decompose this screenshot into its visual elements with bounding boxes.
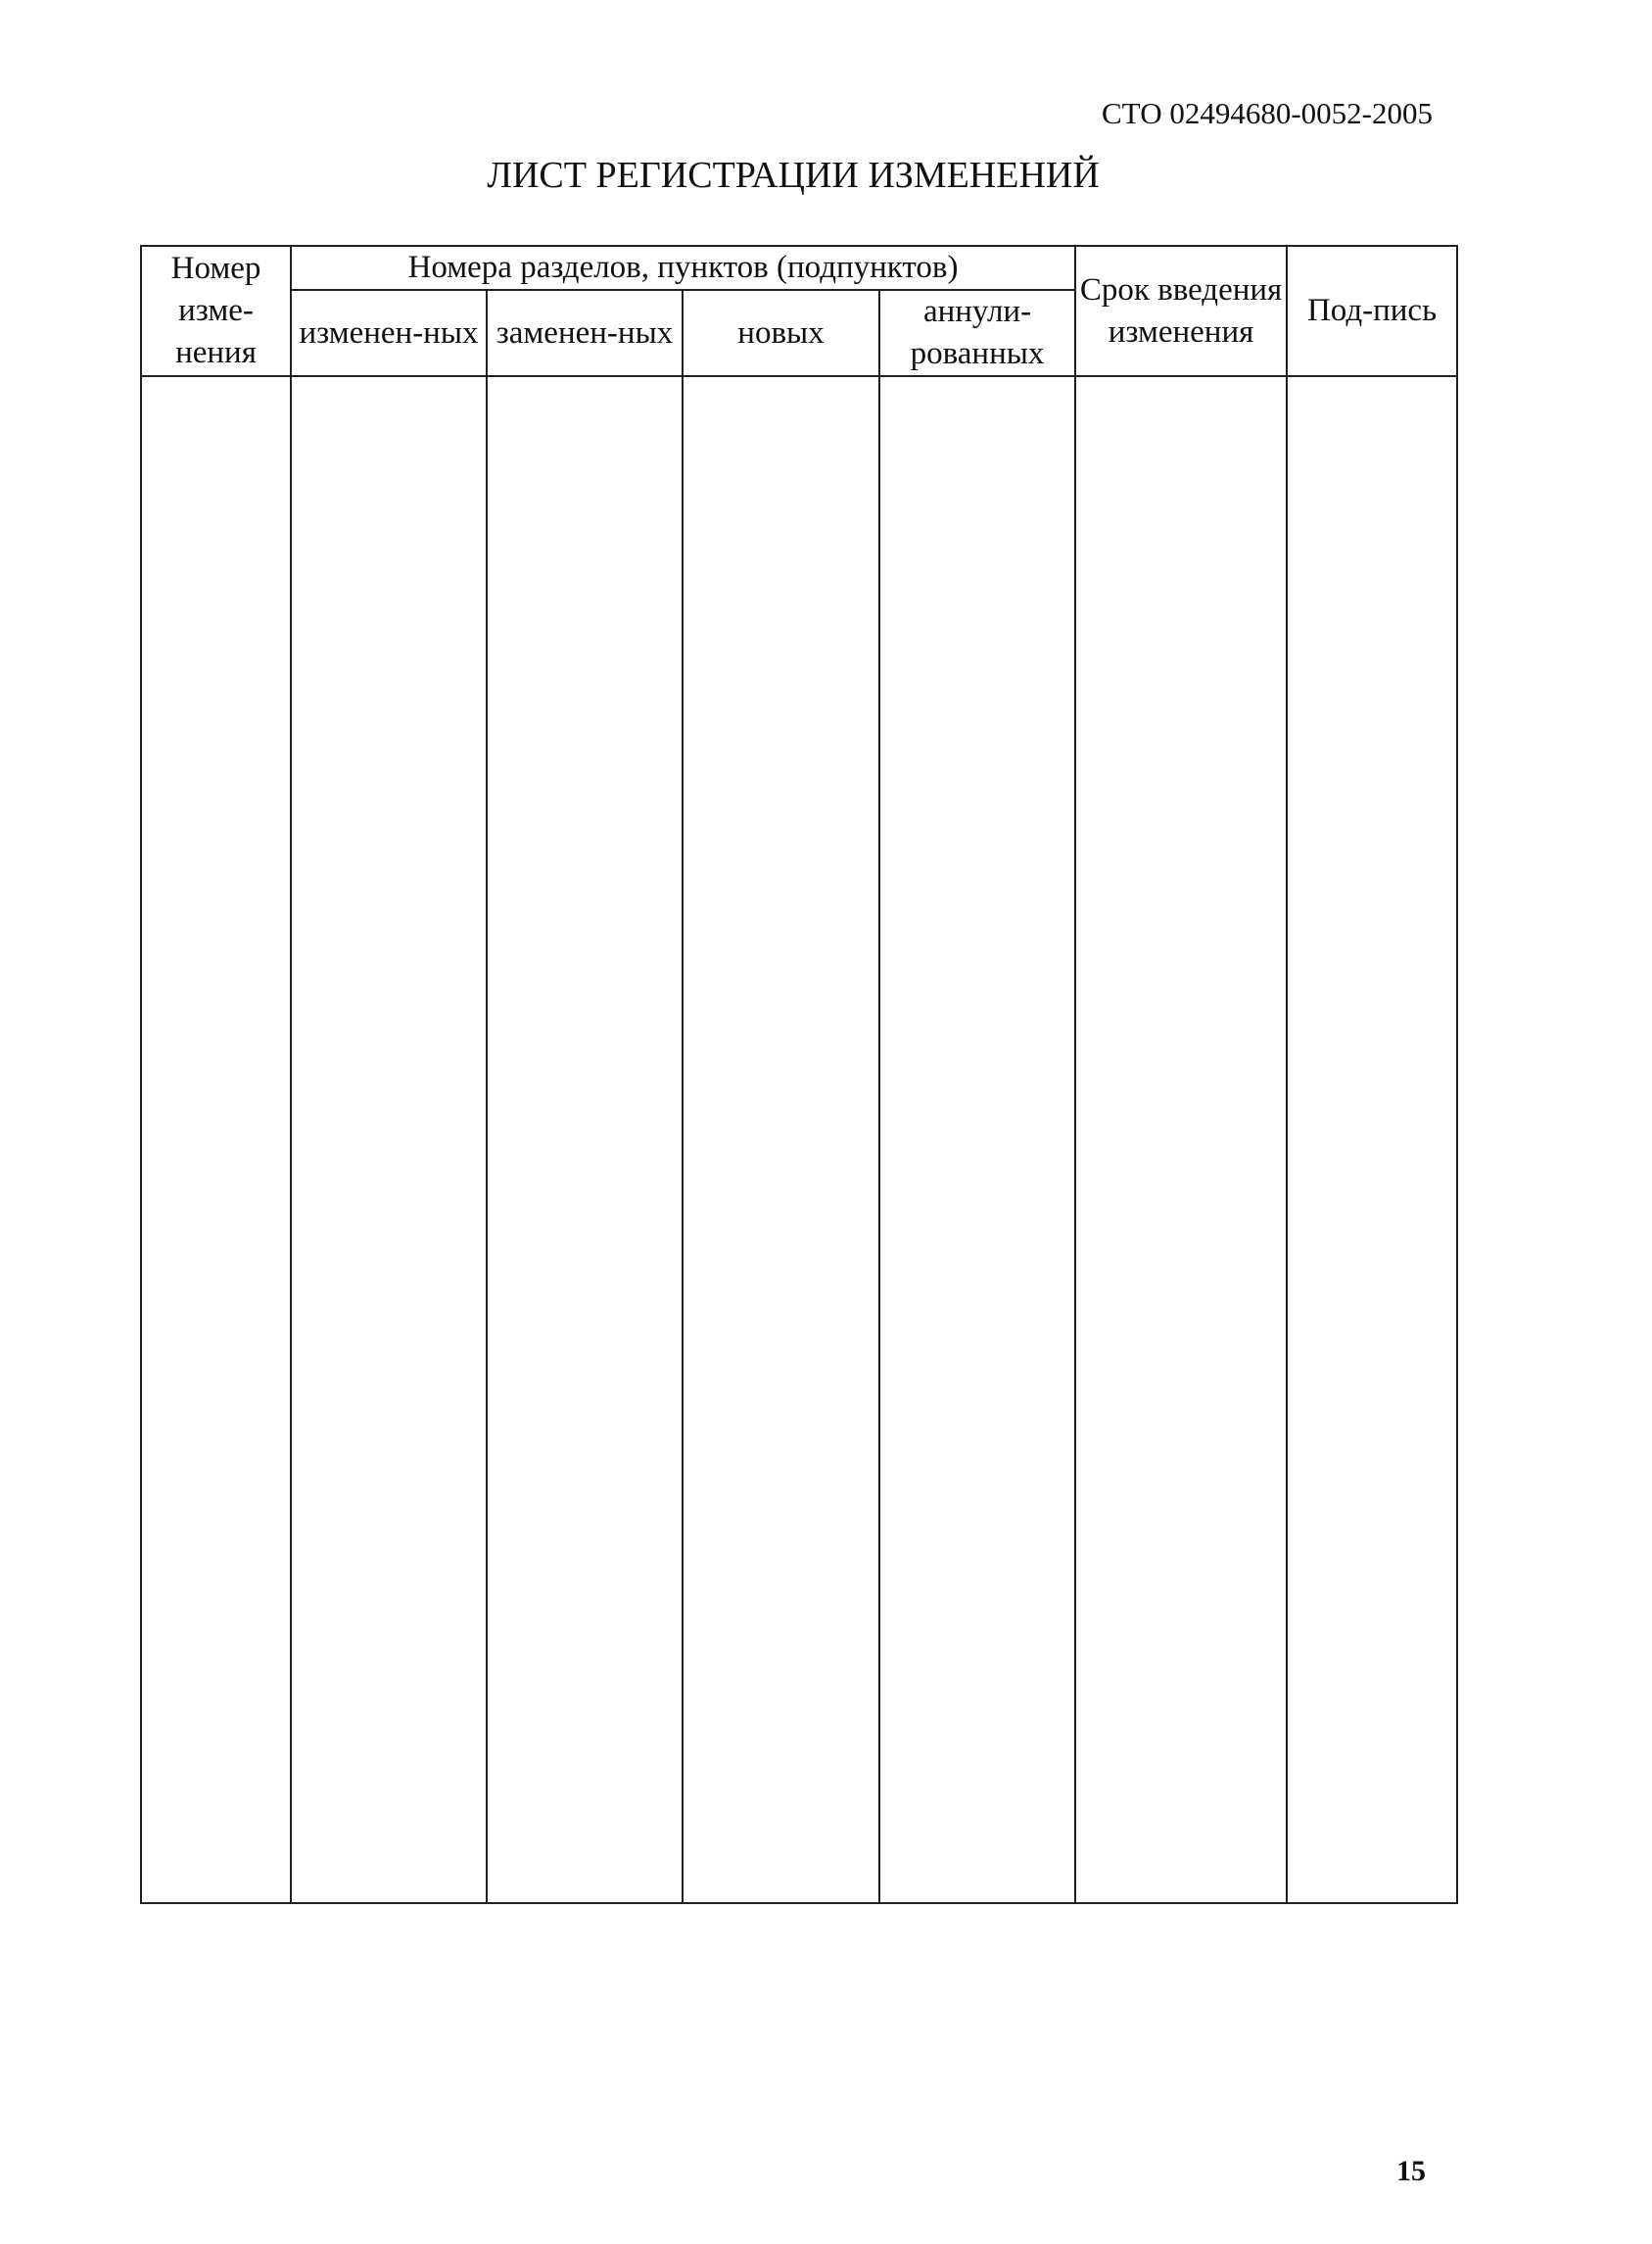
cell-annulled[interactable] — [879, 376, 1075, 1903]
header-replaced: заменен-ных — [487, 290, 683, 376]
header-sections-group: Номера разделов, пунктов (подпунктов) — [291, 246, 1075, 290]
header-annulled: аннули-рованных — [879, 290, 1075, 376]
table-row — [141, 376, 1457, 1903]
cell-signature[interactable] — [1287, 376, 1457, 1903]
change-register-table — [140, 245, 1458, 1904]
cell-new[interactable] — [683, 376, 879, 1903]
header-row-top — [141, 246, 1457, 290]
page-number: 15 — [1396, 2155, 1426, 2187]
cell-change-number[interactable] — [141, 376, 291, 1903]
header-change-number: Номер изме-нения — [141, 246, 291, 376]
cell-effective-date[interactable] — [1075, 376, 1287, 1903]
header-signature: Под-пись — [1287, 246, 1457, 376]
page-title: ЛИСТ РЕГИСТРАЦИИ ИЗМЕНЕНИЙ — [487, 155, 1100, 196]
header-new: новых — [683, 290, 879, 376]
cell-changed[interactable] — [291, 376, 487, 1903]
document-code: СТО 02494680-0052-2005 — [1102, 96, 1433, 130]
cell-replaced[interactable] — [487, 376, 683, 1903]
header-effective-date: Срок введения изменения — [1075, 246, 1287, 376]
header-changed: изменен-ных — [291, 290, 487, 376]
